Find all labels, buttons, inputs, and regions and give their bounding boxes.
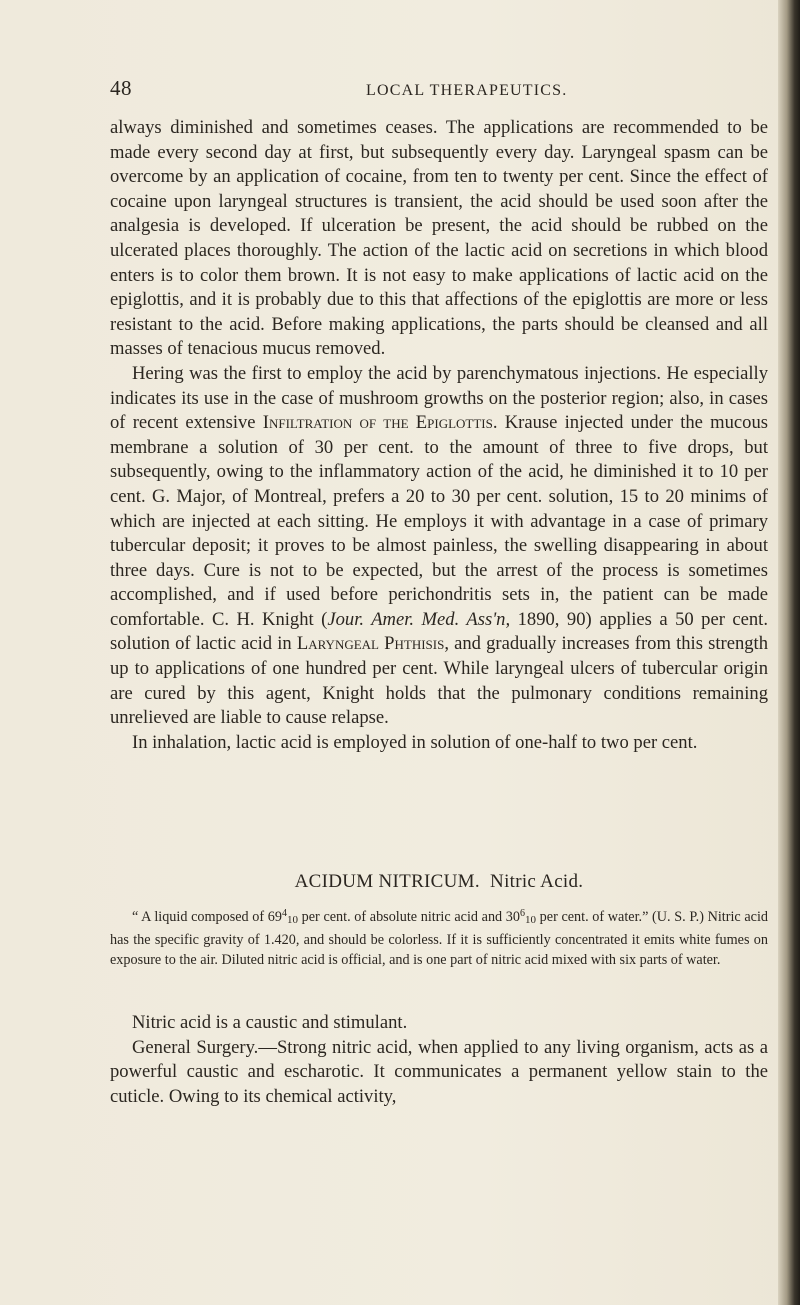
- running-title: LOCAL THERAPEUTICS.: [366, 82, 568, 99]
- fraction-2-numerator: 6: [520, 908, 525, 919]
- main-text: [110, 116, 768, 755]
- paragraph-2-part-b: Krause injected under the mucous membrane a solution of 30 per cent. to the amount of three to five drops, but subsequently, owing to the inflammatory action of the acid, he diminished it to 10 per cent. G. Major, of Montreal, prefers a 20 to 30 per cent. solution, 15 to 20 minims of which are injected at each sitting. He employs it with advantage in a case of primary tubercular deposit; it proves to be almost painless, the swelling disappearing in about three days. Cure is not to be expected, but the arrest of the process is sometimes accomplished, and if used before perichondritis sets in, the patient can be made comfortable. C. H. Knight (: [110, 412, 768, 630]
- fraction-1-numerator: 4: [281, 908, 287, 919]
- paragraph-2-part-d: and gradually increases from this strength up to applications of one hundred per cent. While laryngeal ulcers of tubercular origin are cured by this agent, Knight holds that the pulmonary conditions remaining unrelieved are liable to cause relapse.: [110, 633, 769, 729]
- fraction-1-denominator: 10: [286, 914, 298, 926]
- general-surgery-heading: General Surgery.: [132, 1036, 259, 1058]
- small-caps-laryngeal-phthisis: Laryngeal Phthisis,: [296, 633, 449, 655]
- section-subtitle: Nitric Acid.: [490, 871, 584, 892]
- quote-part-c: per cent. of water.” (U. S. P.) Nitric acid has the specific gravity of 1.420, and should be colorless. If it is sufficiently concentrated it emits white fumes on exposure to the air. Diluted nitric acid is official, and is one part of nitric acid mixed with six parts of water.: [110, 909, 768, 969]
- paragraph-3: In inhalation, lactic acid is employed in solution of one-half to two per cent.: [132, 731, 698, 753]
- fraction-2-denominator: 10: [525, 914, 536, 926]
- section-heading: [110, 871, 768, 893]
- quote-part-b: per cent. of absolute nitric acid and 30: [297, 909, 520, 925]
- paragraph-2: [110, 362, 768, 731]
- pharmacopoeia-quote: [110, 904, 768, 971]
- paragraph-4: Nitric acid is a caustic and stimulant.: [132, 1012, 408, 1033]
- paragraph-5-body: —Strong nitric acid, when applied to any living organism, acts as a powerful caustic and escharotic. It communicates a permanent yellow stain to the cuticle. Owing to its chemical activity,: [110, 1036, 768, 1107]
- journal-citation: Jour. Amer. Med. Ass'n,: [327, 608, 511, 630]
- section-title: ACIDUM NITRICUM.: [294, 871, 480, 892]
- paragraph-5: [110, 1036, 768, 1110]
- quote-part-a: “ A liquid composed of 69: [132, 909, 282, 925]
- paragraph-2-part-a: Hering was the first to employ the acid by parenchymatous injections. He especially indicates its use in the case of mushroom growths on the posterior region; also, in cases of recent extensive: [110, 362, 768, 434]
- paragraph-2-part-c: 1890, 90) applies a 50 per cent. solution of lactic acid in: [110, 608, 768, 655]
- page-edge-shadow: [778, 0, 800, 1305]
- paragraph-1: always diminished and sometimes ceases. The applications are recommended to be made every second day at first, but subsequently every day. Laryngeal spasm can be overcome by an application of cocaine, from ten to twenty per cent. Since the effect of cocaine upon laryngeal structures is transient, the acid should be used soon after the analgesia is developed. If ulceration be present, the acid should be rubbed on the ulcerated places thoroughly. The action of the lactic acid on secretions in which blood enters is to color them brown. It is not easy to make applications of lactic acid on the epiglottis, and it is probably due to this that affections of the epiglottis are more or less resistant to the acid. Before making applications, the parts should be cleansed and all masses of tenacious mucus removed.: [110, 117, 768, 360]
- small-caps-infiltration: Infiltration of the Epiglottis.: [262, 412, 498, 434]
- page-number: 48: [110, 76, 132, 100]
- main-text-continued: [110, 1011, 768, 1109]
